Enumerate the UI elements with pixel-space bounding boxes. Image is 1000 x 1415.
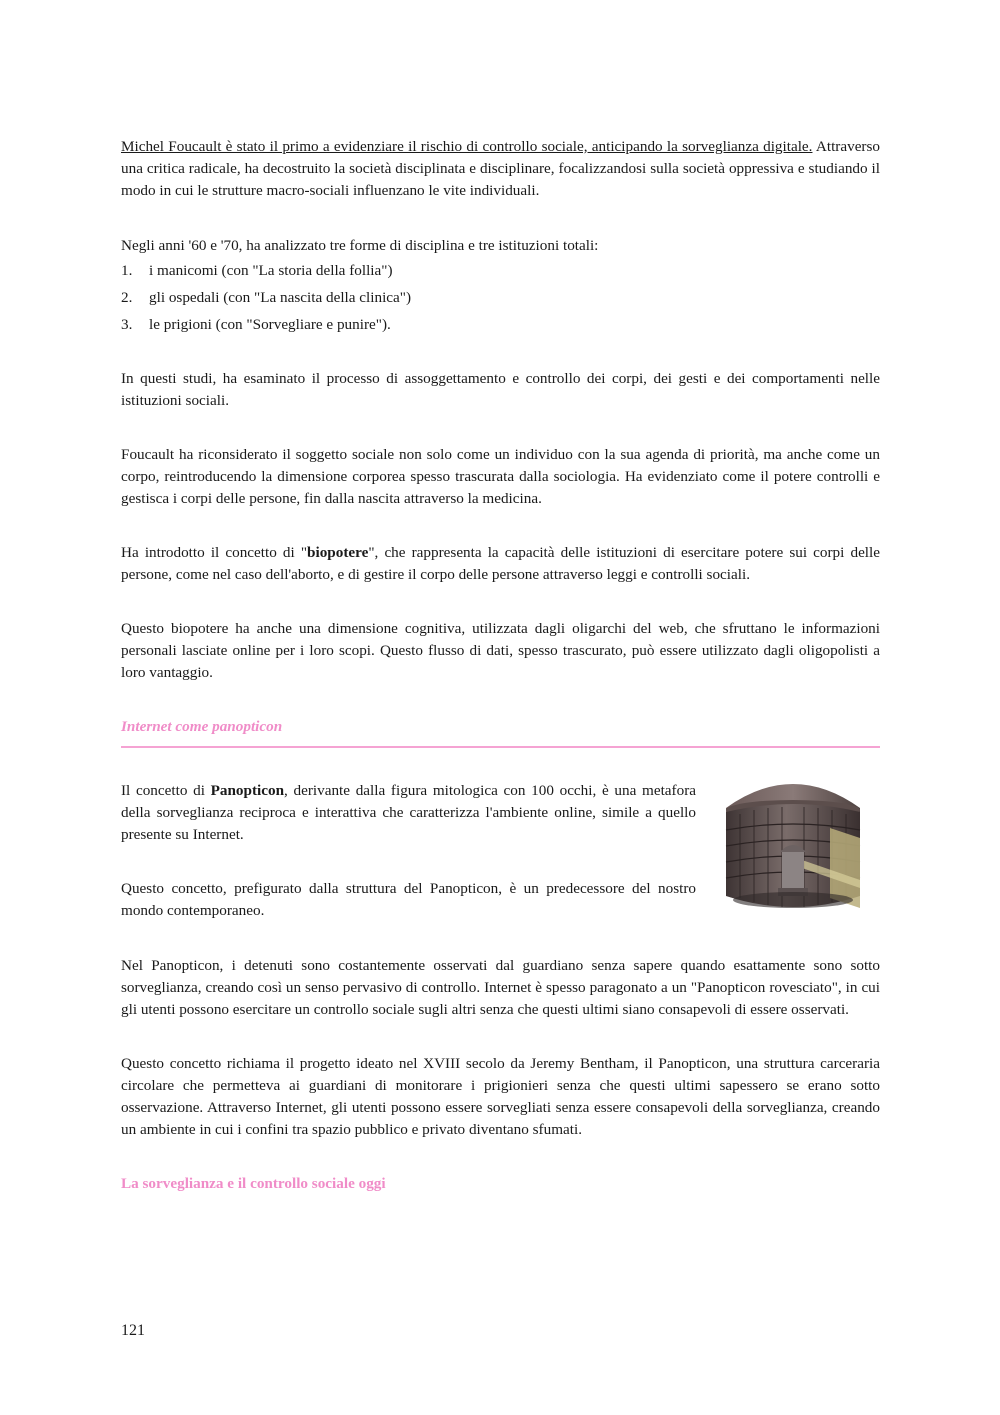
biopotere-bold: biopotere [307,544,369,561]
panopticon-before: Il concetto di [121,782,211,799]
list-item [121,257,880,284]
page-body [121,136,880,1195]
biopotere-after: ", che rappresenta la capacità delle istituzioni di esercitare potere sui corpi delle persone, come nel caso dell'aborto, e di gestire il corpo delle persone attraverso leggi e controlli sociali. [121,544,880,583]
intro-rest: Attraverso una critica radicale, ha decostruito la società disciplinata e disciplinare, focalizzandosi sulla società oppressiva e studiando il modo in cui le strutture macro-sociali influenzano le vite individuali. [121,138,880,199]
intro-paragraph [121,136,880,202]
list-num: 1. [121,262,133,279]
panopticon-section [121,780,880,922]
list-num: 3. [121,316,133,333]
studi-paragraph: In questi studi, ha esaminato il processo di assoggettamento e controllo dei corpi, dei gesti e dei comportamenti nelle istituzioni sociali. [121,370,880,409]
bentham-paragraph: Questo concetto richiama il progetto ideato nel XVIII secolo da Jeremy Bentham, il Panopticon, una struttura carceraria circolare che permetteva ai guardiani di monitorare i prigionieri senza che questi ultimi sapessero se erano sotto osservazione. Attraverso Internet, gli utenti possono essere sorvegliati senza essere consapevoli della sorveglianza, creando un ambiente in cui i confini tra spazio pubblico e privato diventano sfumati. [121,1055,880,1138]
intro-underlined: Michel Foucault è stato il primo a evidenziare il rischio di controllo sociale, anticipando la sorveglianza digitale. [121,138,813,155]
biopotere-paragraph [121,542,880,586]
institutions-list [121,257,880,338]
panopticon-bold: Panopticon [210,782,285,799]
panopticon-after: , derivante dalla figura mitologica con 100 occhi, è una metafora della sorveglianza reciproca e interattiva che caratterizza l'ambiente online, simile a quello presente su Internet. [121,782,696,843]
list-item [121,311,880,338]
heading-internet-panopticon: Internet come panopticon [121,718,283,735]
list-text: gli ospedali (con "La nascita della clinica") [149,289,412,306]
page-number: 121 [121,1322,145,1339]
heading-sorveglianza: La sorveglianza e il controllo sociale oggi [121,1175,386,1192]
panopticon-drawing [718,768,868,916]
detenuti-paragraph: Nel Panopticon, i detenuti sono costantemente osservati dal guardiano senza sapere quando esattamente sono sotto sorveglianza, creando così un senso pervasivo di controllo. Internet è spesso paragonato a un "Panopticon rovesciato", in cui gli utenti possono esercitare un controllo sociale sugli altri senza che questi ultimi siano consapevoli di essere osservati. [121,957,880,1018]
list-intro: Negli anni '60 e '70, ha analizzato tre forme di disciplina e tre istituzioni totali: [121,237,599,254]
cognitiva-paragraph: Questo biopotere ha anche una dimensione cognitiva, utilizzata dagli oligarchi del web, che sfruttano le informazioni personali lasciate online per i loro scopi. Questo flusso di dati, spesso trascurato, può essere utilizzato dagli oligopolisti a loro vantaggio. [121,620,880,681]
foucault-paragraph: Foucault ha riconsiderato il soggetto sociale non solo come un individuo con la sua agenda di priorità, ma anche come un corpo, reintroducendo la dimensione corporea spesso trascurata dalla sociologia. Ha evidenziato come il potere controlli e gestisca i corpi delle persone, fin dalla nascita attraverso la medicina. [121,446,880,507]
panopticon-illustration [718,768,868,916]
panopticon-text-column [121,780,696,922]
panopticon-paragraph [121,780,696,846]
biopotere-before: Ha introdotto il concetto di " [121,544,308,561]
prefigurato-paragraph: Questo concetto, prefigurato dalla struttura del Panopticon, è un predecessore del nostro mondo contemporaneo. [121,880,696,919]
list-text: le prigioni (con "Sorvegliare e punire"). [149,316,391,333]
list-text: i manicomi (con "La storia della follia") [149,262,393,279]
list-item [121,284,880,311]
list-num: 2. [121,289,133,306]
